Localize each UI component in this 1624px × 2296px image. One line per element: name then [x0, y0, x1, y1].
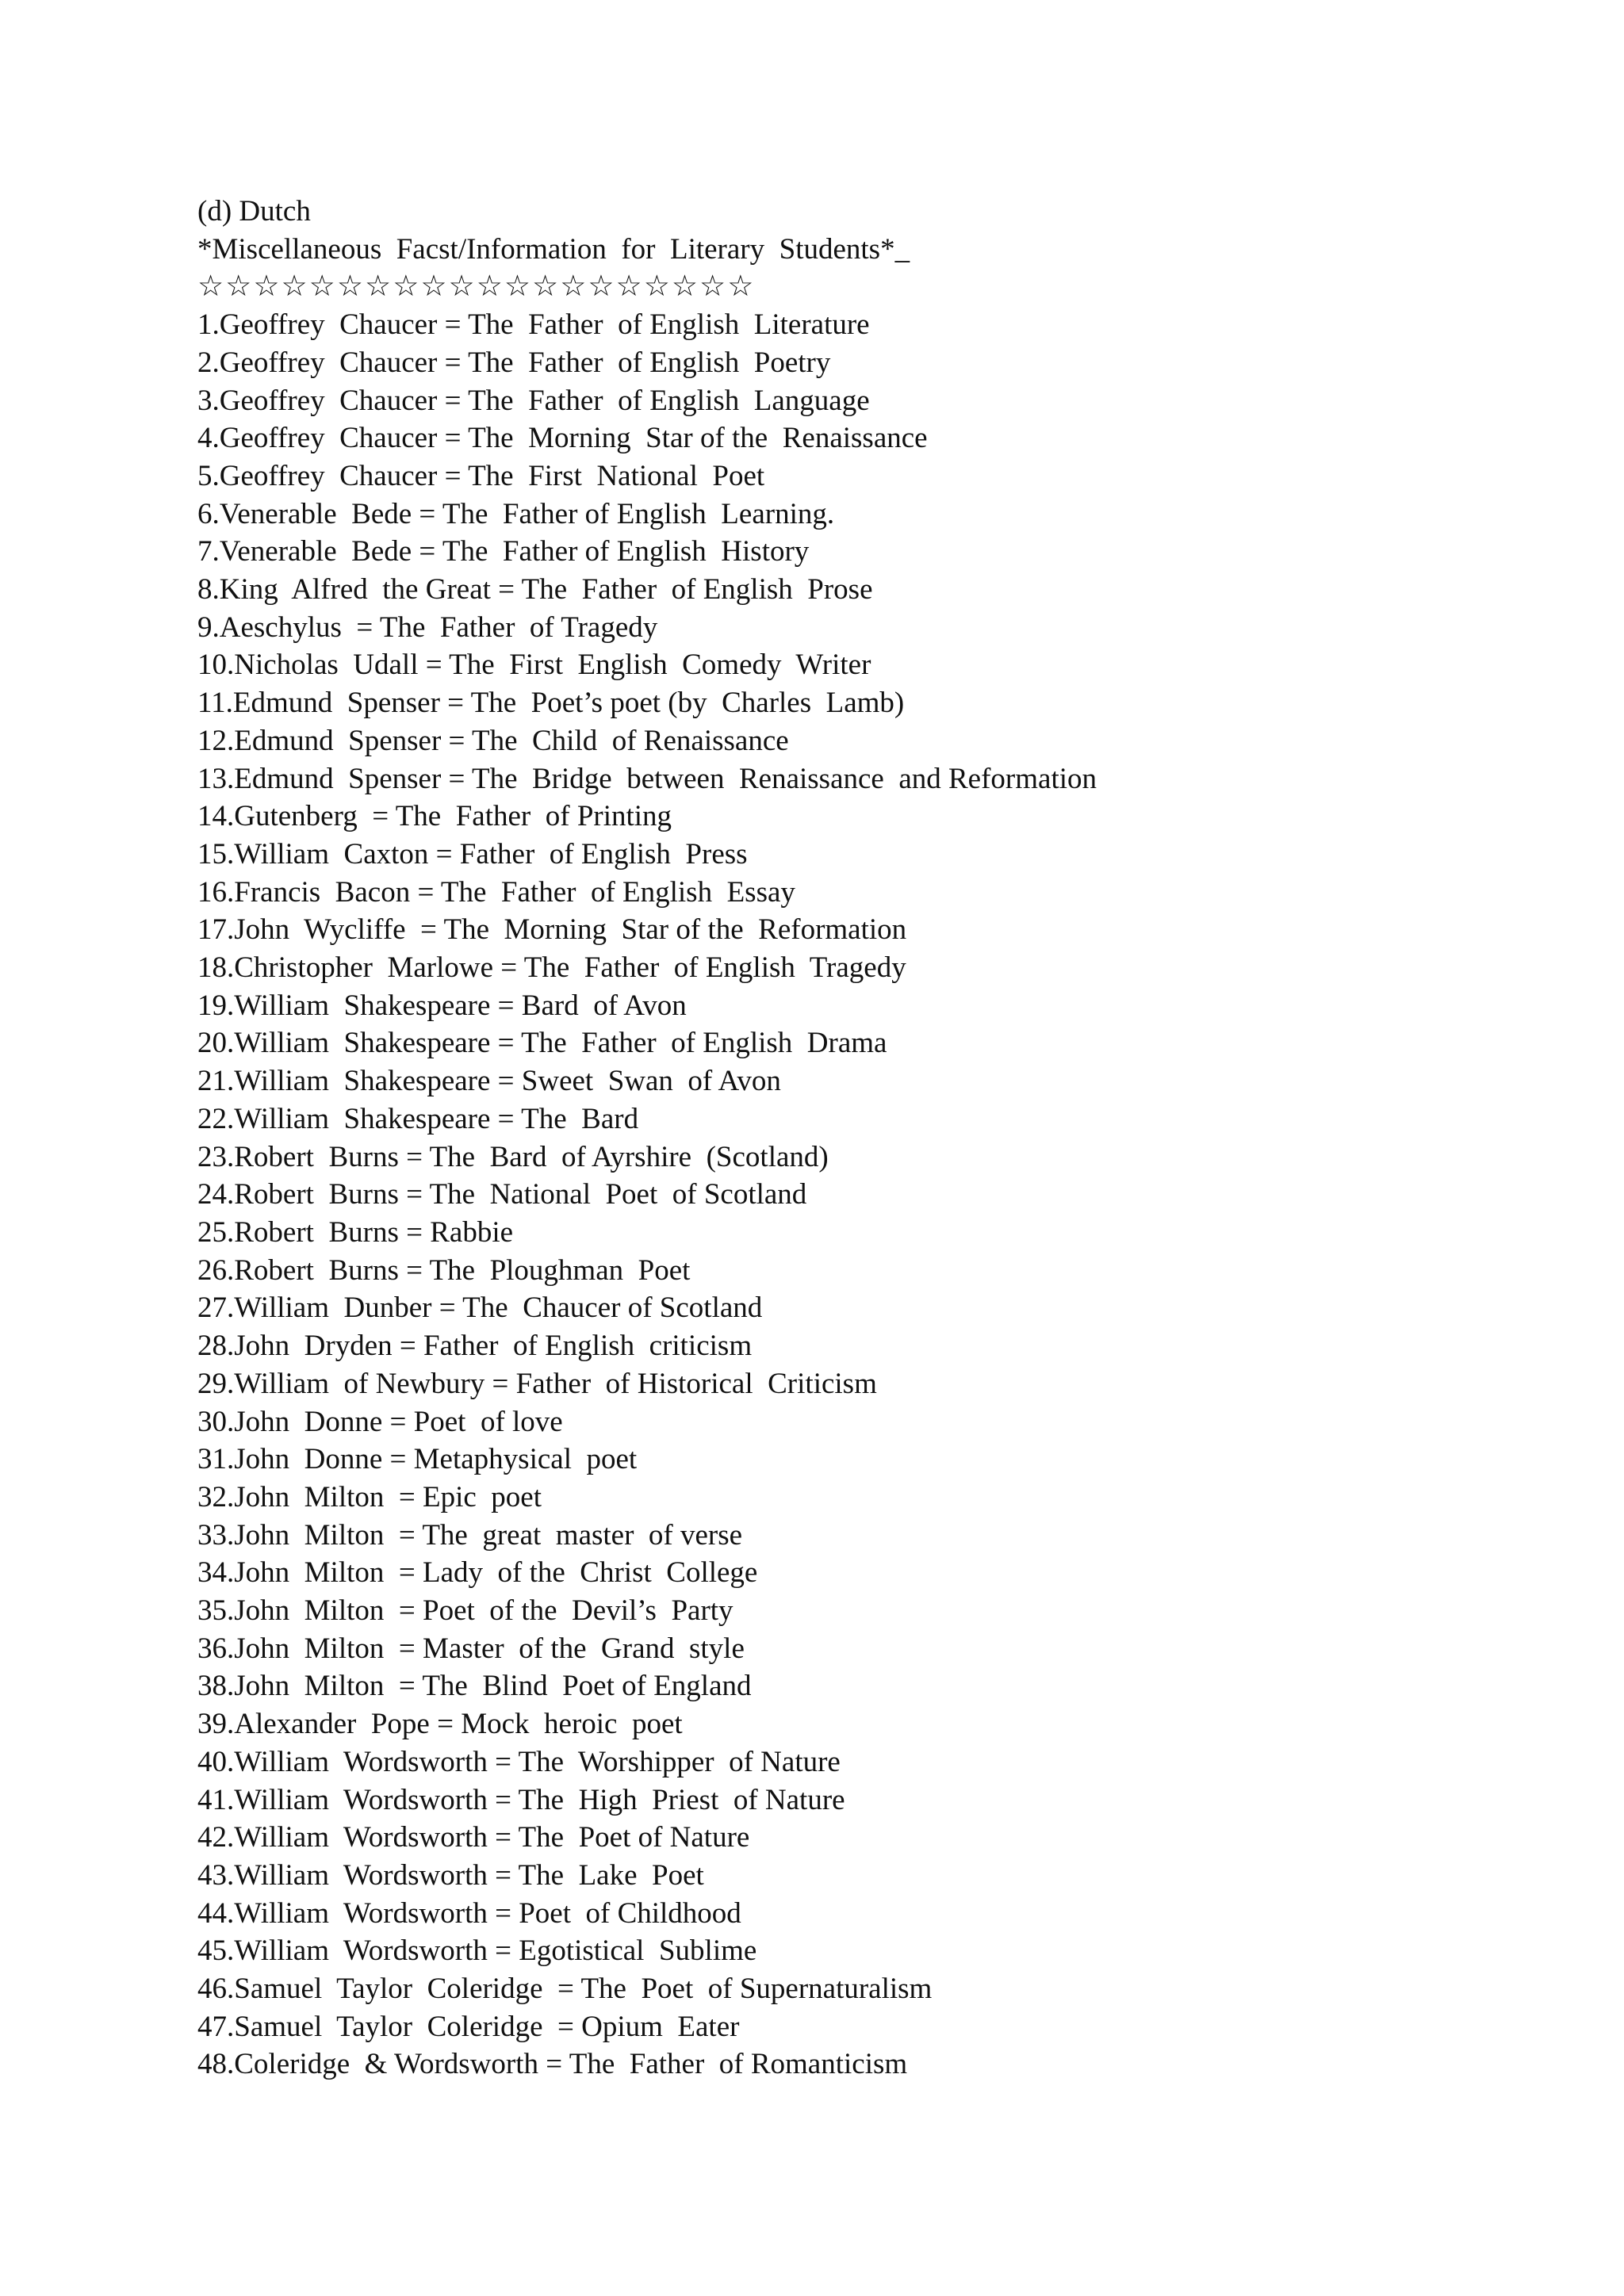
list-item: 34.John Milton = Lady of the Christ College [197, 1556, 758, 1590]
list-item: 12.Edmund Spenser = The Child of Renaissance [197, 724, 789, 757]
list-item: 24.Robert Burns = The National Poet of Scotland [197, 1178, 807, 1211]
list-item: 18.Christopher Marlowe = The Father of English Tragedy [197, 951, 906, 985]
list-item: 23.Robert Burns = The Bard of Ayrshire (Scotland) [197, 1140, 829, 1173]
list-item: 4.Geoffrey Chaucer = The Morning Star of the Renaissance [197, 422, 928, 455]
list-item: 36.John Milton = Master of the Grand style [197, 1632, 745, 1665]
list-item: 14.Gutenberg = The Father of Printing [197, 800, 672, 833]
list-item: 20.William Shakespeare = The Father of English Drama [197, 1027, 887, 1060]
list-item: 11.Edmund Spenser = The Poet’s poet (by Charles Lamb) [197, 687, 905, 720]
list-item: 16.Francis Bacon = The Father of English Essay [197, 875, 795, 909]
document-page [197, 193, 1593, 2084]
list-item: 19.William Shakespeare = Bard of Avon [197, 989, 687, 1022]
list-item: 5.Geoffrey Chaucer = The First National Poet [197, 459, 765, 492]
list-item: 38.John Milton = The Blind Poet of England [197, 1670, 752, 1703]
list-item: 21.William Shakespeare = Sweet Swan of Avon [197, 1065, 781, 1098]
list-item: 41.William Wordsworth = The High Priest of Nature [197, 1783, 845, 1816]
list-item: 44.William Wordsworth = Poet of Childhood [197, 1896, 741, 1930]
list-item: 6.Venerable Bede = The Father of English Learning. [197, 497, 835, 530]
list-item: 35.John Milton = Poet of the Devil’s Party [197, 1594, 733, 1628]
list-item: 17.John Wycliffe = The Morning Star of the Reformation [197, 913, 907, 947]
list-item: 9.Aeschylus = The Father of Tragedy [197, 610, 658, 644]
list-item: 45.William Wordsworth = Egotistical Sublime [197, 1934, 757, 1968]
list-item: 43.William Wordsworth = The Lake Poet [197, 1858, 704, 1892]
list-item: 10.Nicholas Udall = The First English Comedy Writer [197, 649, 871, 682]
list-item: 15.William Caxton = Father of English Press [197, 837, 748, 871]
list-item: 22.William Shakespeare = The Bard [197, 1102, 639, 1135]
list-item: 48.Coleridge & Wordsworth = The Father of Romanticism [197, 2048, 908, 2081]
list-item: 31.John Donne = Metaphysical poet [197, 1443, 638, 1476]
list-item: 32.John Milton = Epic poet [197, 1480, 542, 1513]
list-item: 27.William Dunber = The Chaucer of Scotland [197, 1292, 763, 1325]
star-divider: ☆☆☆☆☆☆☆☆☆☆☆☆☆☆☆☆☆☆☆☆ [197, 270, 756, 304]
list-item: 40.William Wordsworth = The Worshipper of Nature [197, 1745, 841, 1778]
fact-list [197, 306, 1593, 2084]
list-item: 8.King Alfred the Great = The Father of English Prose [197, 573, 873, 607]
list-item: 47.Samuel Taylor Coleridge = Opium Eater [197, 2010, 740, 2043]
option-line: (d) Dutch [197, 195, 311, 228]
list-item: 13.Edmund Spenser = The Bridge between Renaissance and Reformation [197, 762, 1097, 795]
list-item: 25.Robert Burns = Rabbie [197, 1215, 514, 1249]
list-item: 3.Geoffrey Chaucer = The Father of English Language [197, 384, 870, 417]
list-item: 7.Venerable Bede = The Father of English History [197, 535, 810, 568]
list-item: 28.John Dryden = Father of English criticism [197, 1330, 753, 1363]
list-item: 39.Alexander Pope = Mock heroic poet [197, 1708, 683, 1741]
document-title: *Miscellaneous Facst/Information for Literary Students*_ [197, 232, 910, 266]
list-item: 42.William Wordsworth = The Poet of Nature [197, 1821, 750, 1854]
list-item: 29.William of Newbury = Father of Historical Criticism [197, 1367, 877, 1400]
list-item: 2.Geoffrey Chaucer = The Father of English Poetry [197, 346, 831, 379]
list-item: 26.Robert Burns = The Ploughman Poet [197, 1253, 691, 1287]
list-item: 33.John Milton = The great master of verse [197, 1518, 743, 1552]
list-item: 1.Geoffrey Chaucer = The Father of English Literature [197, 308, 870, 342]
list-item: 46.Samuel Taylor Coleridge = The Poet of Supernaturalism [197, 1973, 933, 2006]
list-item: 30.John Donne = Poet of love [197, 1405, 563, 1438]
